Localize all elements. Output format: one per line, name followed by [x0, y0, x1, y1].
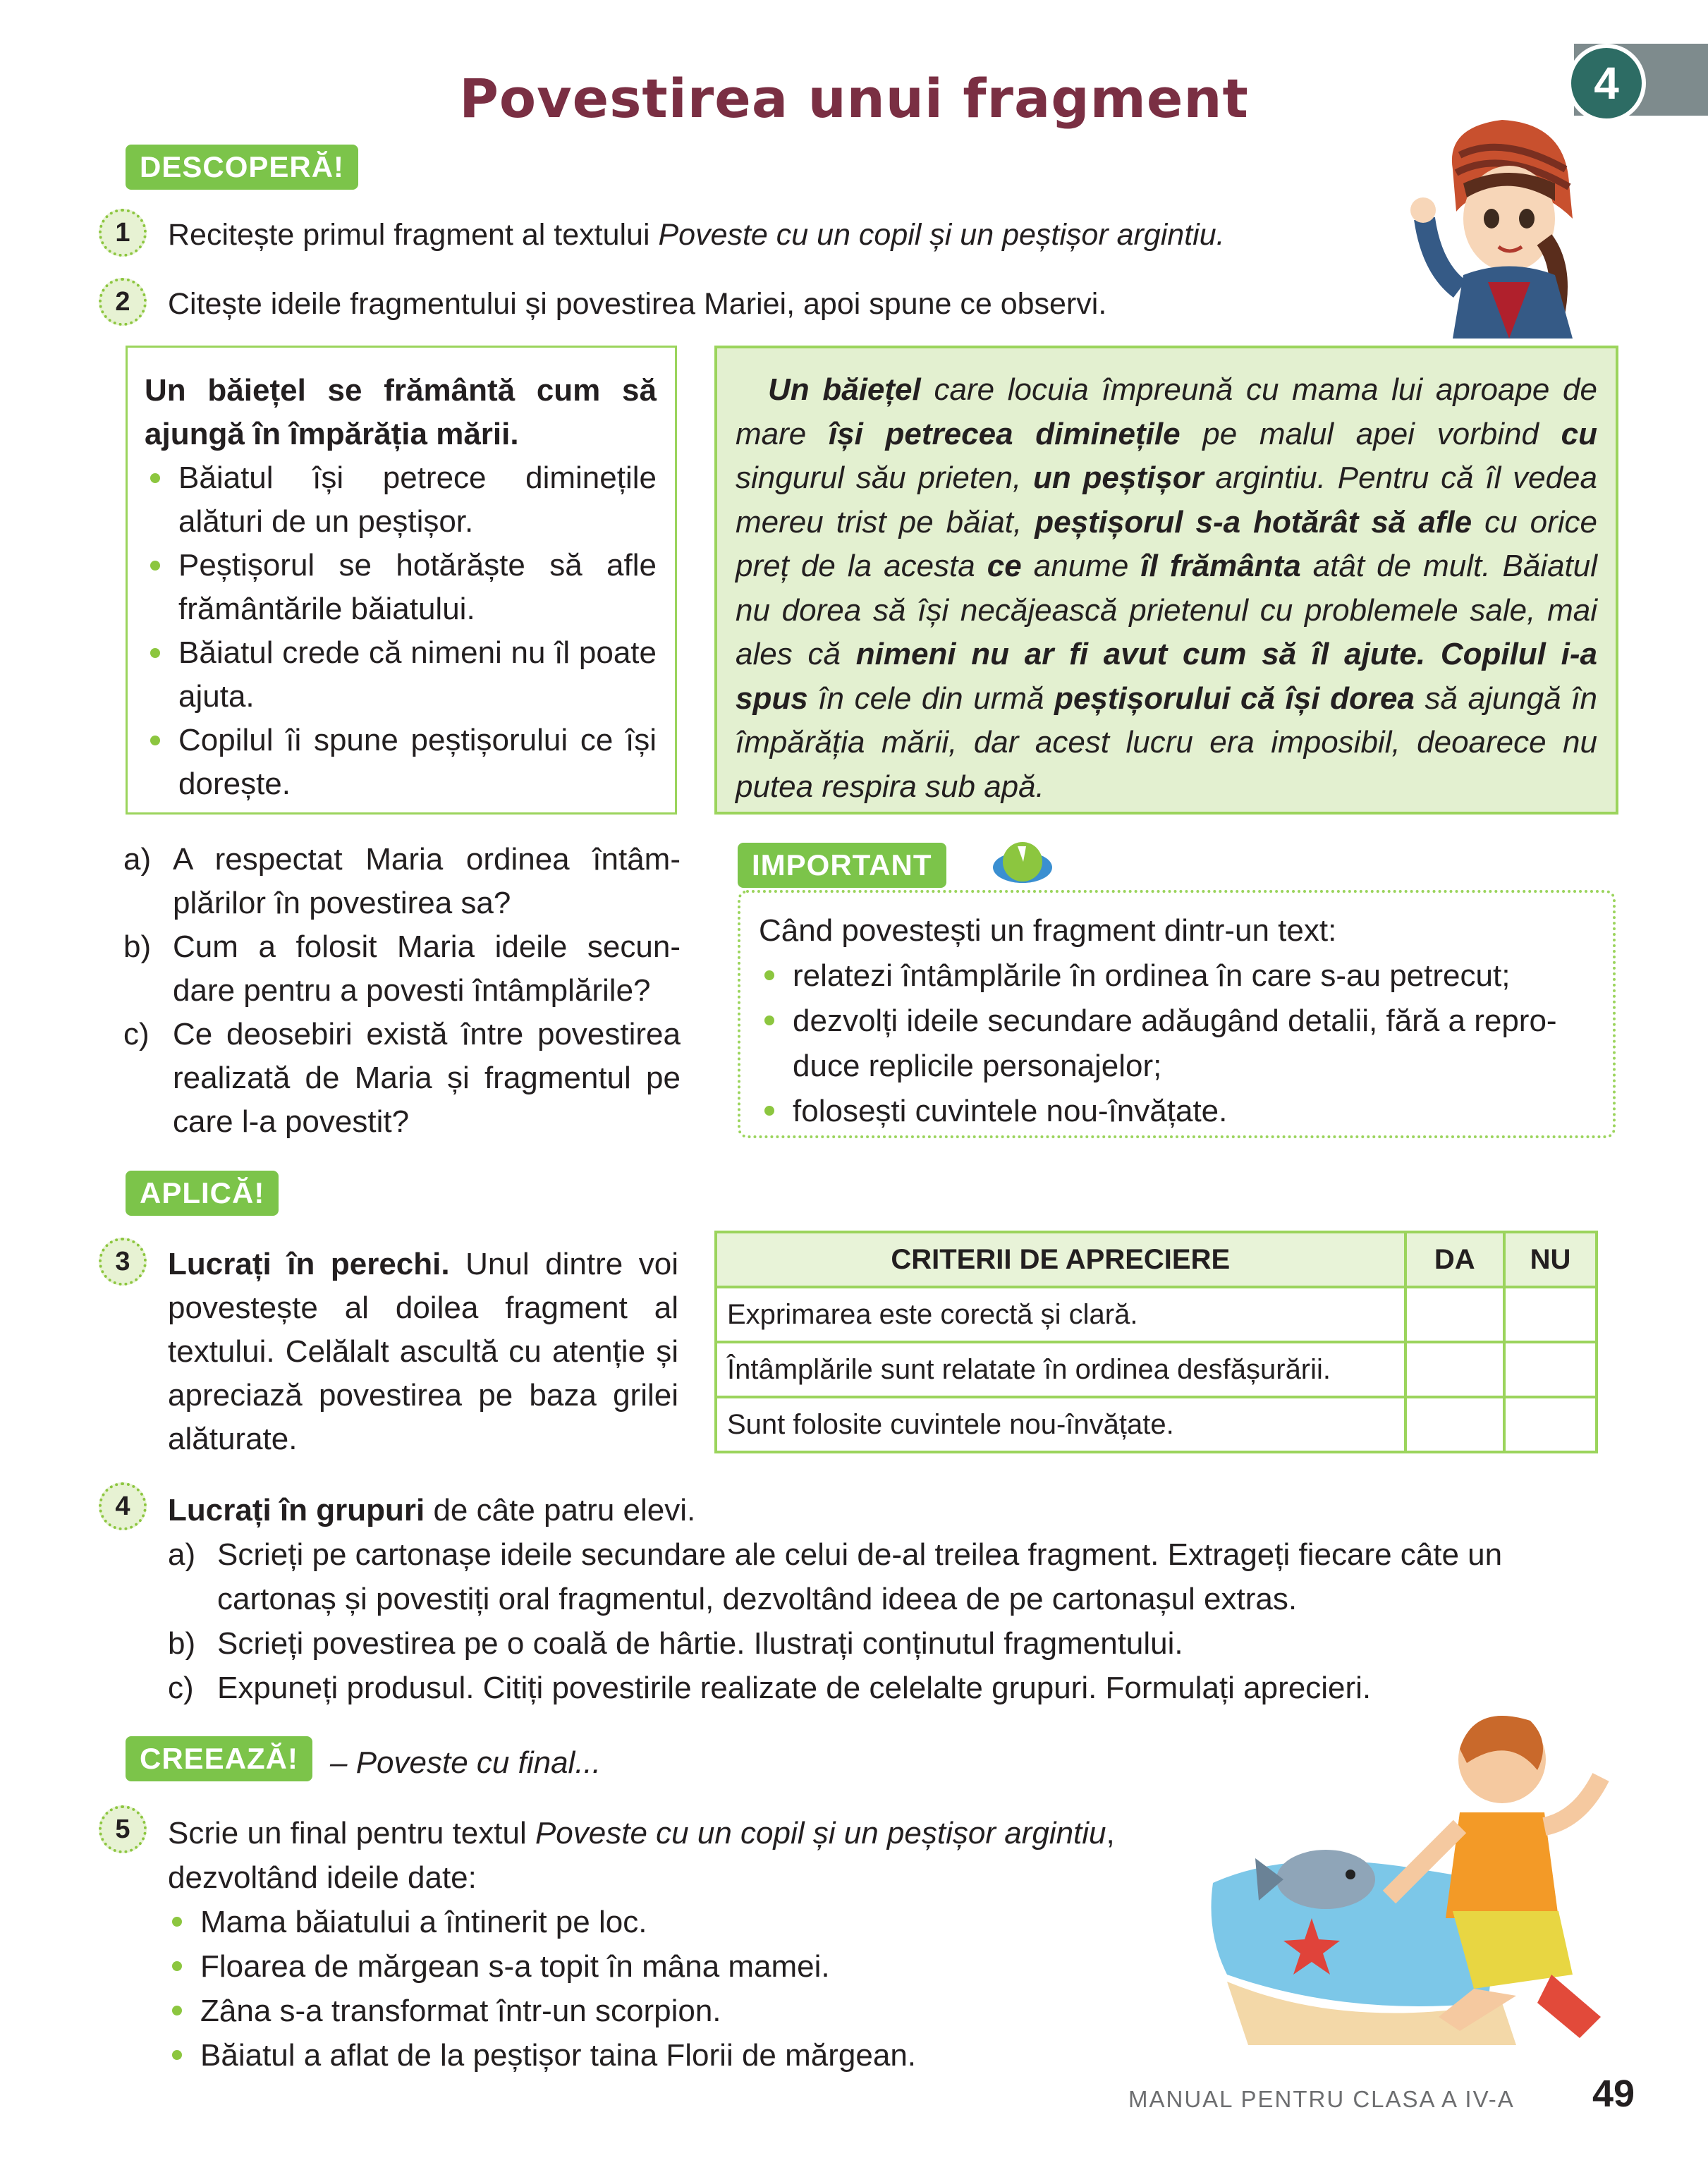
page-number: 49: [1592, 2073, 1635, 2115]
ideas-heading: Un băiețel se frământă cum să ajungă în împărăția mării.: [145, 373, 657, 451]
list-item: Băiatul își petrece diminețile alături de un peștișor.: [145, 456, 657, 544]
exercise-number-1: 1: [99, 209, 147, 257]
list-item: Băiatul a aflat de la peștișor taina Florii de mărgean.: [166, 2033, 1226, 2078]
list-item: a) A respectat Maria ordinea întâm-plărilor în povestirea sa?: [123, 842, 681, 920]
table-cell: Exprimarea este corectă și clară.: [716, 1287, 1405, 1342]
maria-story-text: Un băiețel care locuia împreună cu mama lui aproape de mare își petrecea diminețile pe malul apei vorbind cu singurul său prieten, un peștișor argintiu. Pentru că îl vedea mereu trist pe băiat, peștișorul s-a hotărât să afle cu orice preț de la acesta ce anume îl frământa atât de mult. Băiatul nu dorea să își necăjească prietenul cu problemele sale, mai ales că nimeni nu ar fi avut cum să îl ajute. Copilul i-a spus în cele din urmă peștișorului că își dorea să ajungă în împărăția mării, dar acest lucru era imposibil, deoarece nu putea respira sub apă.: [736, 372, 1598, 804]
table-cell-nu[interactable]: [1504, 1287, 1597, 1342]
exercise-1-text: Recitește primul fragment al textului Poveste cu un copil și un peștișor argintiu.: [168, 218, 1225, 252]
list-item: dezvolți ideile secundare adăugând detalii, fără a repro-duce replicile personajelor;: [759, 999, 1594, 1089]
table-cell-nu[interactable]: [1504, 1342, 1597, 1397]
exercise-4-text: Lucrați în grupuri de câte patru elevi. a) Scrieți pe cartonașe ideile secundare ale celui de-al treilea fragment. Extrageți fiecare câte un cartonaș și povestiți oral fragmentul, dezvoltând ideea de pe cartonașul extras. b) Scrieți povestirea pe o coală de hârtie. Ilustrați conținutul fragmentului. c) Expuneți produsul. Citiți povestirile realizate de celelalte grupuri. Formulați aprecieri.: [168, 1488, 1621, 1710]
table-cell-da[interactable]: [1405, 1397, 1505, 1452]
table-header-row: [716, 1232, 1597, 1287]
exercise-number-3: 3: [99, 1238, 147, 1286]
important-label: IMPORTANT: [738, 843, 946, 888]
important-intro: Când povestești un fragment dintr-un text:: [759, 913, 1337, 948]
table-header: CRITERII DE APRECIERE: [716, 1232, 1405, 1287]
footer-text: MANUAL PENTRU CLASA A IV-A: [1128, 2086, 1515, 2112]
questions-list: [123, 838, 681, 1144]
list-item: Floarea de mărgean s-a topit în mâna mamei.: [166, 1944, 1226, 1989]
table-cell: Întâmplările sunt relatate în ordinea desfășurării.: [716, 1342, 1405, 1397]
page-title: Povestirea unui fragment: [459, 67, 1249, 130]
list-item: Zâna s-a transformat într-un scorpion.: [166, 1989, 1226, 2033]
exercise-number-5: 5: [99, 1805, 147, 1853]
list-item: relatezi întâmplările în ordinea în care s-au petrecut;: [759, 953, 1594, 999]
exercise-number-2: 2: [99, 278, 147, 326]
list-item: b) Cum a folosit Maria ideile secun-dare pentru a povesti întâmplările?: [123, 929, 681, 1008]
list-item: a) Scrieți pe cartonașe ideile secundare ale celui de-al treilea fragment. Extrageți fiecare câte un cartonaș și povestiți oral fragmentul, dezvoltând ideea de pe cartonașul extras.: [168, 1537, 1503, 1616]
exercise-number-4: 4: [99, 1482, 147, 1530]
chapter-number: 4: [1567, 44, 1646, 123]
aplica-label: APLICĂ!: [126, 1171, 279, 1216]
table-row: [716, 1287, 1597, 1342]
list-item: Băiatul crede că nimeni nu îl poate ajuta.: [145, 631, 657, 719]
ideas-list: [145, 456, 657, 806]
maria-story-box: [714, 346, 1618, 815]
lightbulb-icon: [991, 825, 1054, 889]
table-header: NU: [1504, 1232, 1597, 1287]
boy-fish-illustration: [1206, 1707, 1629, 2059]
table-cell-da[interactable]: [1405, 1342, 1505, 1397]
important-list: [759, 953, 1594, 1134]
table-header: DA: [1405, 1232, 1505, 1287]
exercise-2-text: Citește ideile fragmentului și povestirea Mariei, apoi spune ce observi.: [168, 287, 1107, 321]
important-box: [738, 890, 1616, 1138]
list-item: Copilul îi spune peștișorului ce își dorește.: [145, 719, 657, 806]
list-item: b) Scrieți povestirea pe o coală de hârtie. Ilustrați conținutul fragmentului.: [168, 1626, 1183, 1661]
criteria-table: [714, 1231, 1598, 1453]
table-row: [716, 1397, 1597, 1452]
list-item: c) Expuneți produsul. Citiți povestirile realizate de celelalte grupuri. Formulați aprecieri.: [168, 1671, 1372, 1705]
table-cell: Sunt folosite cuvintele nou-învățate.: [716, 1397, 1405, 1452]
table-cell-nu[interactable]: [1504, 1397, 1597, 1452]
ideas-box: [126, 346, 677, 815]
creeaza-label: CREEAZĂ!: [126, 1736, 312, 1781]
creeaza-subtitle: – Poveste cu final...: [330, 1745, 601, 1780]
list-item: Mama băiatului a întinerit pe loc.: [166, 1900, 1226, 1944]
list-item: folosești cuvintele nou-învățate.: [759, 1089, 1594, 1134]
exercise-5-text: Scrie un final pentru textul Poveste cu un copil și un peștișor argintiu, dezvoltând ideile date: Mama băiatului a întinerit pe loc. Floarea de mărgean s-a topit în mâna mamei. Zâna s-a transformat într-un scorpion. Băiatul a aflat de la peștișor taina Florii de mărgean.: [168, 1811, 1226, 2078]
table-row: [716, 1342, 1597, 1397]
final-ideas-list: [166, 1900, 1226, 2078]
table-cell-da[interactable]: [1405, 1287, 1505, 1342]
list-item: Peștișorul se hotărăște să afle frământările băiatului.: [145, 544, 657, 631]
exercise-3-text: Lucrați în perechi. Unul dintre voi povestește al doilea fragment al textului. Celălalt ascultă cu atenție și apreciază povestirea pe baza grilei alăturate.: [168, 1247, 679, 1456]
list-item: c) Ce deosebiri există între povestirea realizată de Maria și fragmentul pe care l-a povestit?: [123, 1017, 681, 1139]
descopera-label: DESCOPERĂ!: [126, 145, 358, 190]
